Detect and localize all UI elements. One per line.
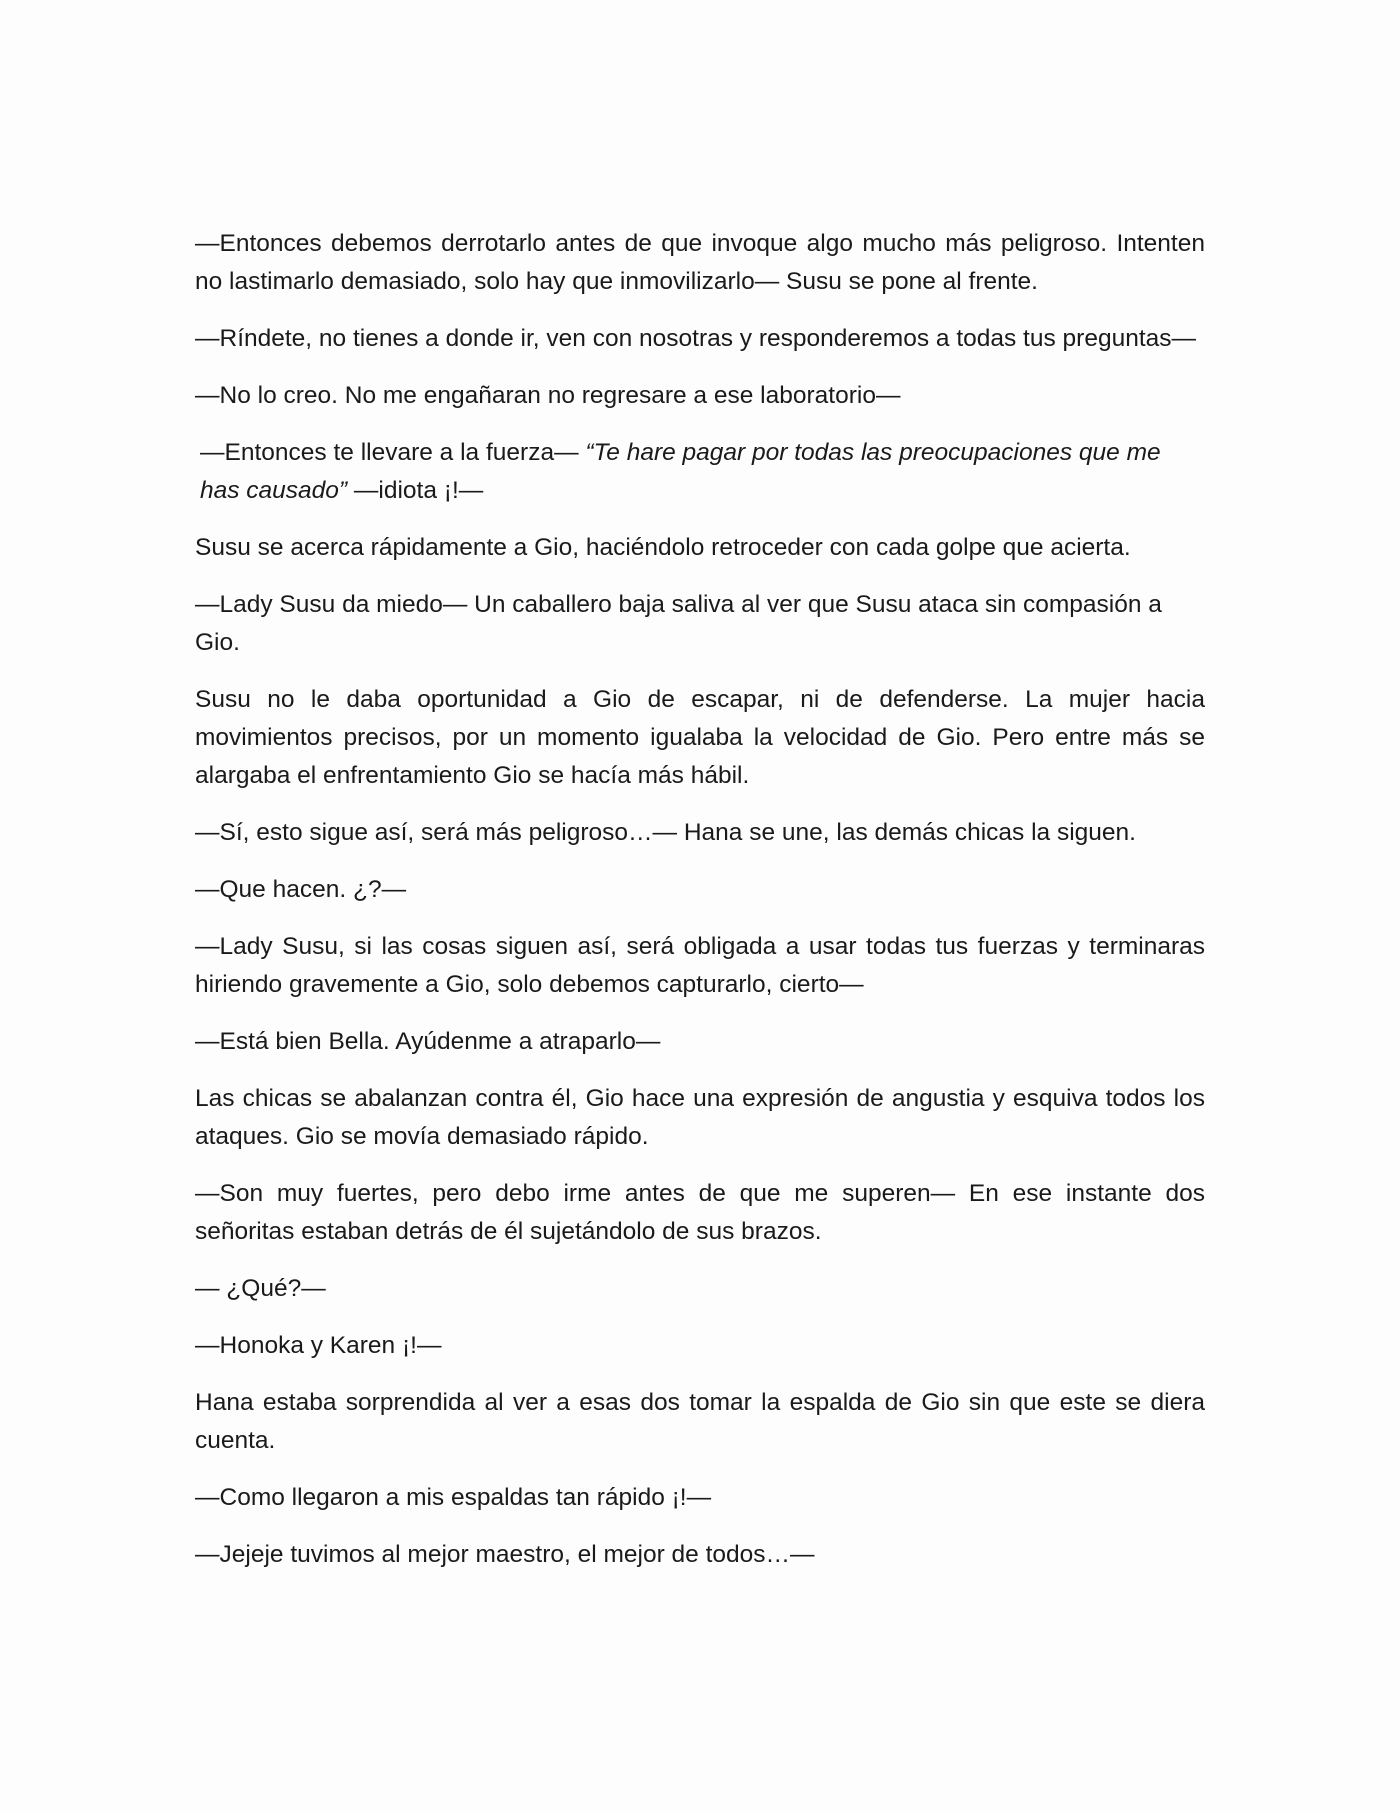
- document-body: [195, 225, 1205, 1593]
- paragraph: Las chicas se abalanzan contra él, Gio hace una expresión de angustia y esquiva todos los ataques. Gio se movía demasiado rápido.: [195, 1085, 1205, 1150]
- paragraph: Susu se acerca rápidamente a Gio, haciéndolo retroceder con cada golpe que acierta.: [195, 534, 1131, 561]
- dialogue-text: —Entonces te llevare a la fuerza—: [200, 439, 586, 466]
- paragraph: —Honoka y Karen ¡!—: [195, 1332, 442, 1359]
- dialogue-text: —idiota ¡!—: [347, 477, 484, 504]
- paragraph: —Son muy fuertes, pero debo irme antes de que me superen— En ese instante dos señoritas estaban detrás de él sujetándolo de sus brazos.: [195, 1180, 1205, 1245]
- paragraph: —Que hacen. ¿?—: [195, 876, 407, 903]
- paragraph: — ¿Qué?—: [195, 1275, 326, 1302]
- paragraph: Hana estaba sorprendida al ver a esas dos tomar la espalda de Gio sin que este se diera cuenta.: [195, 1389, 1205, 1454]
- paragraph: —Como llegaron a mis espaldas tan rápido ¡!—: [195, 1484, 712, 1511]
- paragraph: —Lady Susu, si las cosas siguen así, será obligada a usar todas tus fuerzas y terminaras hiriendo gravemente a Gio, solo debemos capturarlo, cierto—: [195, 933, 1205, 998]
- italic-thought: “Te hare pagar por todas las preocupaciones que me has causado”: [200, 439, 1161, 504]
- paragraph: —Ríndete, no tienes a donde ir, ven con nosotras y responderemos a todas tus preguntas—: [195, 325, 1197, 352]
- paragraph: —No lo creo. No me engañaran no regresare a ese laboratorio—: [195, 382, 901, 409]
- paragraph: —Sí, esto sigue así, será más peligroso…— Hana se une, las demás chicas la siguen.: [195, 819, 1136, 846]
- paragraph: [195, 434, 1205, 510]
- paragraph: —Lady Susu da miedo— Un caballero baja saliva al ver que Susu ataca sin compasión a Gio.: [195, 591, 1162, 656]
- paragraph: Susu no le daba oportunidad a Gio de escapar, ni de defenderse. La mujer hacia movimientos precisos, por un momento igualaba la velocidad de Gio. Pero entre más se alargaba el enfrentamiento Gio se hacía más hábil.: [195, 686, 1205, 789]
- paragraph: —Entonces debemos derrotarlo antes de que invoque algo mucho más peligroso. Intenten no lastimarlo demasiado, solo hay que inmovilizarlo— Susu se pone al frente.: [195, 230, 1205, 295]
- paragraph: —Está bien Bella. Ayúdenme a atraparlo—: [195, 1028, 661, 1055]
- paragraph: —Jejeje tuvimos al mejor maestro, el mejor de todos…—: [195, 1541, 815, 1568]
